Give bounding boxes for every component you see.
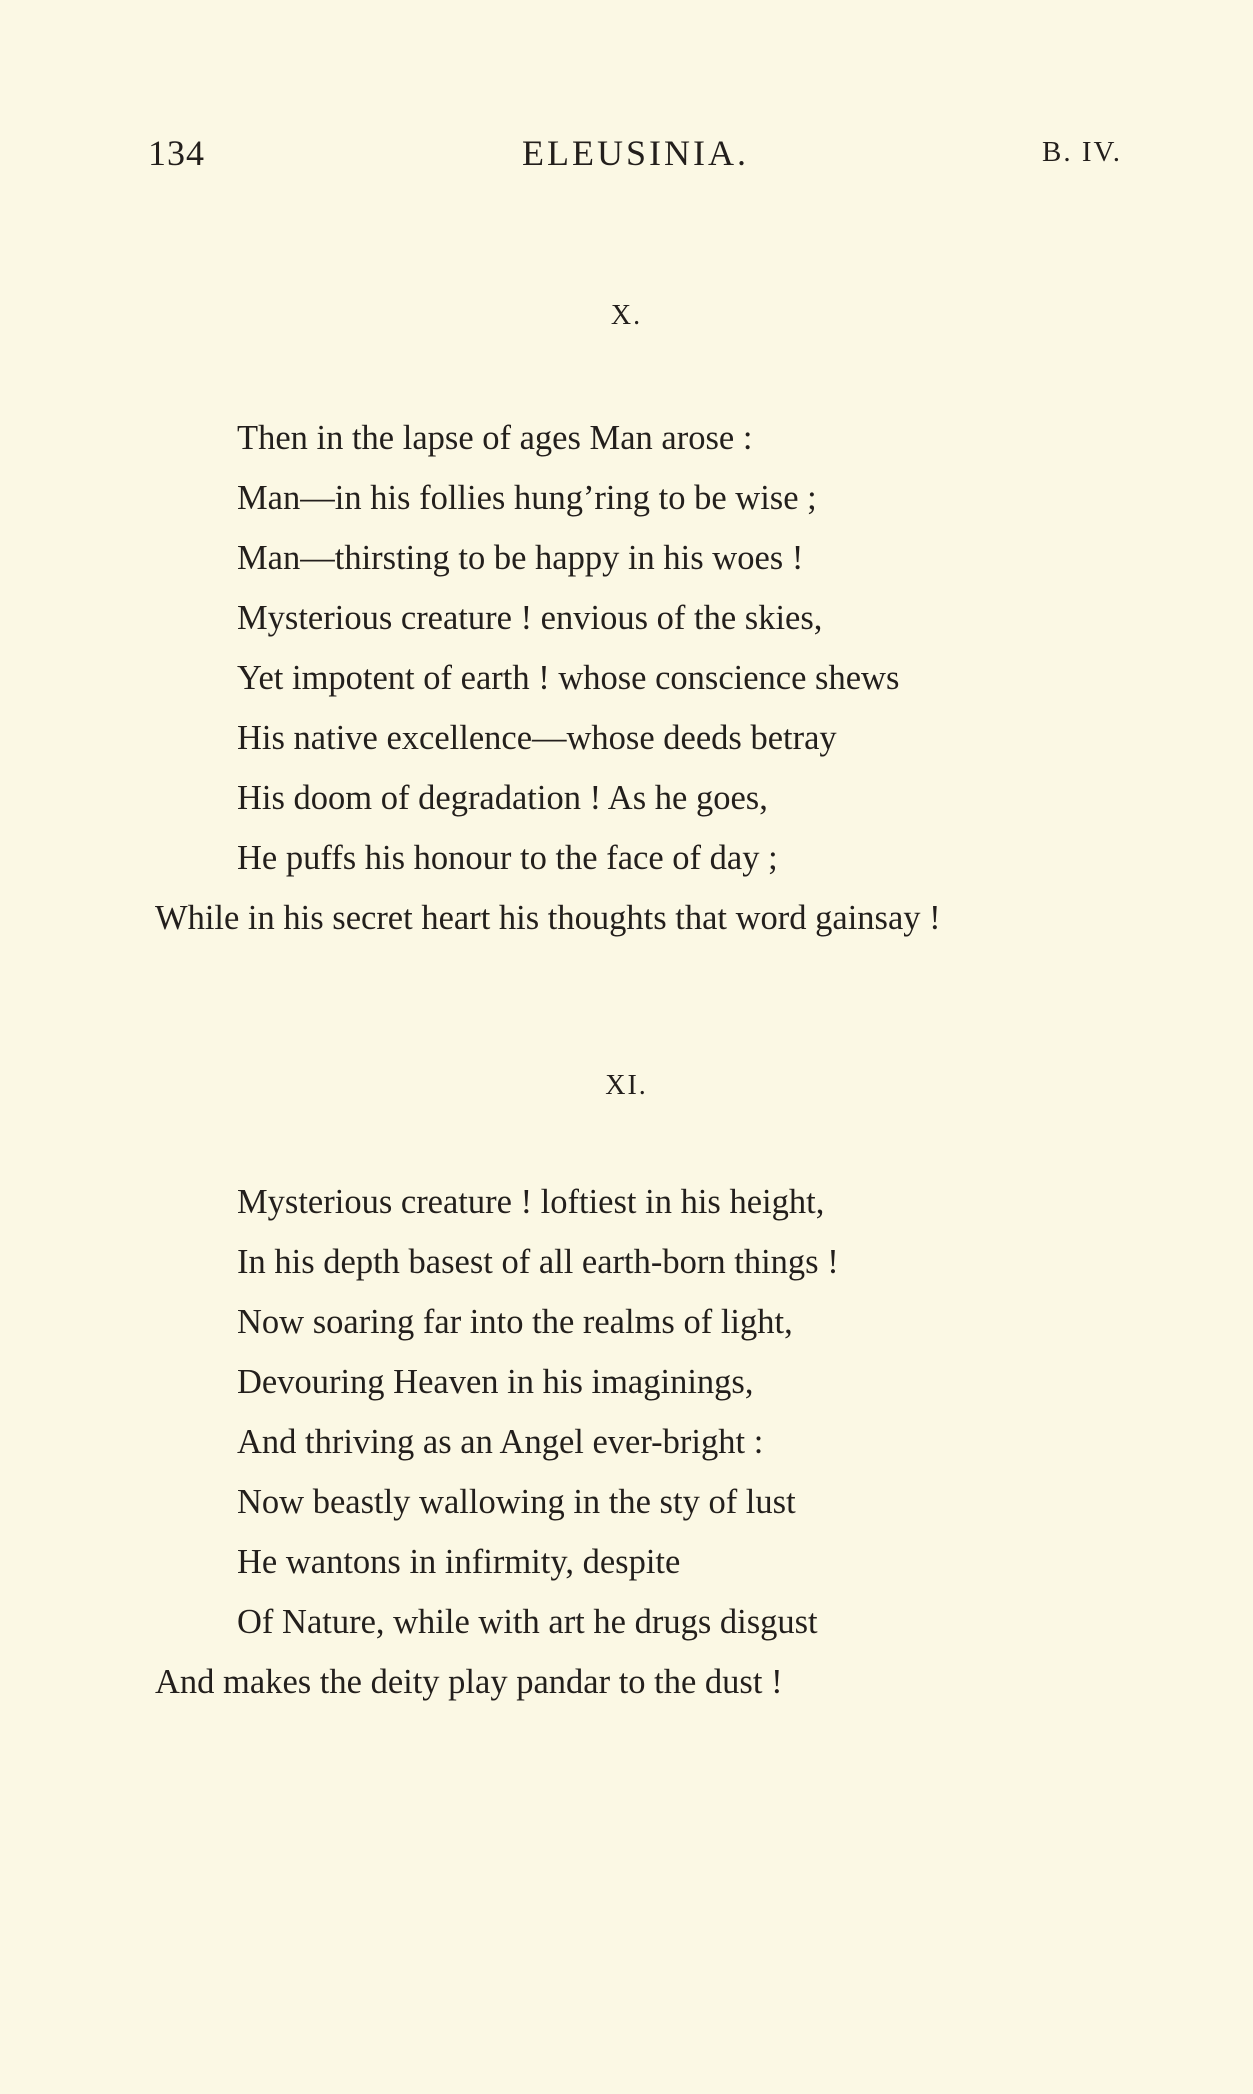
verse-line: Now beastly wallowing in the sty of lust xyxy=(237,1483,796,1521)
verse-line: Mysterious creature ! loftiest in his height, xyxy=(237,1183,825,1221)
verse-line: He wantons in infirmity, despite xyxy=(237,1543,681,1581)
verse-line: Mysterious creature ! envious of the skies, xyxy=(237,599,823,637)
page-number: 134 xyxy=(148,133,205,173)
verse-line: Now soaring far into the realms of light, xyxy=(237,1303,793,1341)
running-title: ELEUSINIA. xyxy=(522,133,749,173)
stanza-number: XI. xyxy=(605,1070,648,1101)
verse-line: In his depth basest of all earth-born things ! xyxy=(237,1243,839,1281)
verse-line: Devouring Heaven in his imaginings, xyxy=(237,1363,754,1401)
verse-line: Man—in his follies hung’ring to be wise ; xyxy=(237,479,817,517)
verse-line: His native excellence—whose deeds betray xyxy=(237,719,837,757)
verse-line: And makes the deity play pandar to the dust ! xyxy=(155,1663,783,1701)
verse-line: His doom of degradation ! As he goes, xyxy=(237,779,768,817)
verse-line: He puffs his honour to the face of day ; xyxy=(237,839,778,877)
page-header xyxy=(0,132,1253,182)
stanza-number: X. xyxy=(610,300,643,331)
verse-line: Yet impotent of earth ! whose conscience shews xyxy=(237,659,900,697)
book-reference: B. IV. xyxy=(1042,136,1122,168)
verse-line: Of Nature, while with art he drugs disgust xyxy=(237,1603,818,1641)
verse-line: Then in the lapse of ages Man arose : xyxy=(237,419,753,457)
verse-line: Man—thirsting to be happy in his woes ! xyxy=(237,539,804,577)
verse-line: And thriving as an Angel ever-bright : xyxy=(237,1423,764,1461)
verse-line: While in his secret heart his thoughts that word gainsay ! xyxy=(155,899,941,937)
